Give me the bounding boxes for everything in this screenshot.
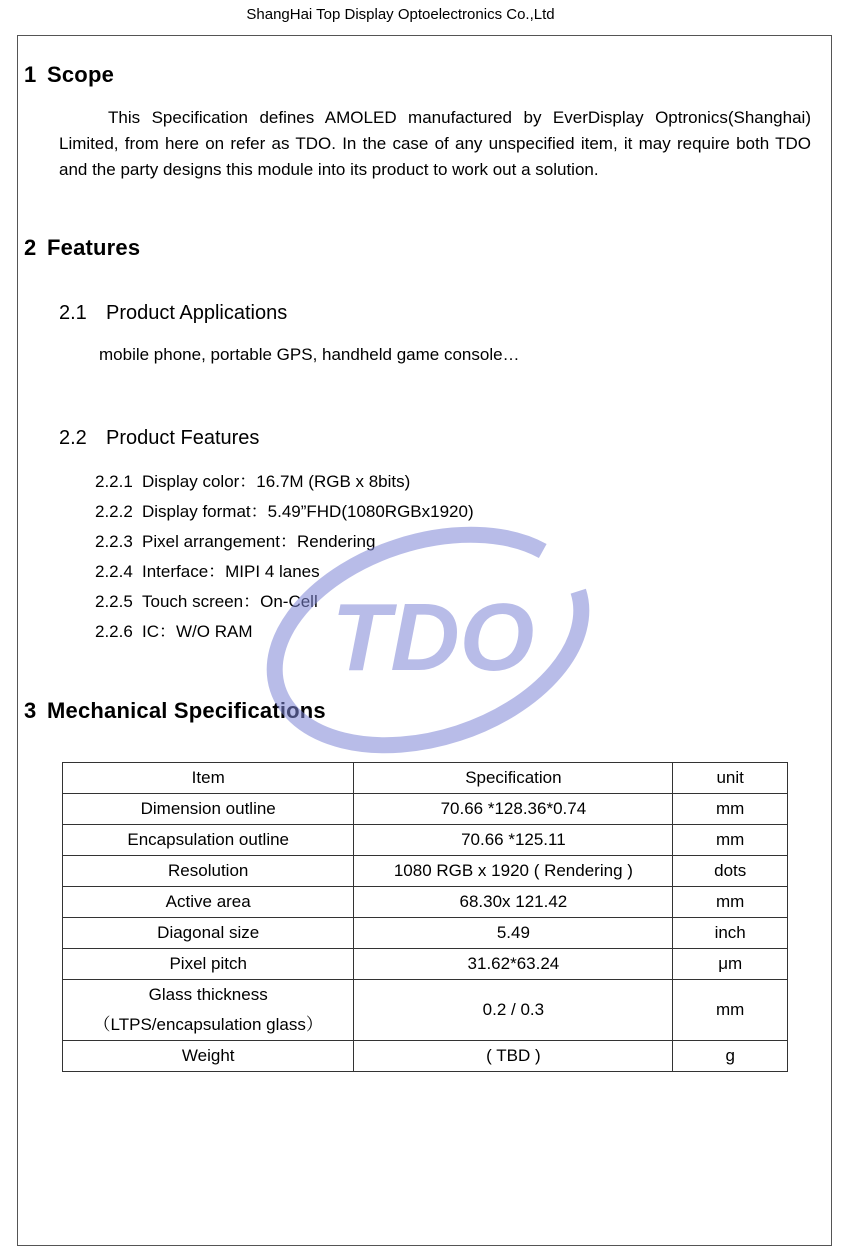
feature-number: 2.2.1 bbox=[95, 472, 133, 491]
subsection-heading-applications bbox=[59, 302, 287, 325]
subsection-heading-product-features bbox=[59, 427, 259, 450]
feature-item bbox=[95, 557, 474, 587]
table-row bbox=[63, 887, 788, 918]
table-row bbox=[63, 949, 788, 980]
scope-paragraph: This Specification defines AMOLED manufactured by EverDisplay Optronics(Shanghai) Limited, from here on refer as TDO. In the case of any unspecified item, it may require both TDO and the party designs this module into its product to work out a solution. bbox=[59, 108, 811, 179]
feature-number: 2.2.5 bbox=[95, 592, 133, 611]
cell-item-line1: Glass thickness bbox=[148, 985, 268, 1004]
cell-item: Diagonal size bbox=[63, 918, 354, 949]
cell-spec: 31.62*63.24 bbox=[354, 949, 673, 980]
cell-spec: 70.66 *128.36*0.74 bbox=[354, 794, 673, 825]
table-row bbox=[63, 794, 788, 825]
cell-item-line2: （LTPS/encapsulation glass） bbox=[93, 1015, 323, 1034]
column-header-specification: Specification bbox=[354, 763, 673, 794]
feature-text: Interface：MIPI 4 lanes bbox=[142, 562, 320, 581]
table-row bbox=[63, 825, 788, 856]
subsection-title: Product Applications bbox=[106, 302, 288, 324]
feature-text: Display format：5.49”FHD(1080RGBx1920) bbox=[142, 502, 474, 521]
cell-unit: mm bbox=[673, 825, 788, 856]
cell-item bbox=[63, 980, 354, 1041]
feature-number: 2.2.3 bbox=[95, 532, 133, 551]
cell-spec: 5.49 bbox=[354, 918, 673, 949]
subsection-number: 2.2 bbox=[59, 427, 87, 449]
subsection-title: Product Features bbox=[106, 427, 260, 449]
feature-number: 2.2.6 bbox=[95, 622, 133, 641]
feature-item bbox=[95, 497, 474, 527]
watermark-text: TDO bbox=[331, 584, 535, 691]
table-header-row bbox=[63, 763, 788, 794]
section-heading-features bbox=[24, 235, 140, 261]
cell-unit: inch bbox=[673, 918, 788, 949]
cell-unit: g bbox=[673, 1041, 788, 1072]
cell-spec: 1080 RGB x 1920 ( Rendering ) bbox=[354, 856, 673, 887]
cell-unit: μm bbox=[673, 949, 788, 980]
cell-item: Resolution bbox=[63, 856, 354, 887]
table-row bbox=[63, 1041, 788, 1072]
feature-item bbox=[95, 617, 474, 647]
applications-text: mobile phone, portable GPS, handheld game console… bbox=[99, 345, 520, 364]
cell-spec: 68.30x 121.42 bbox=[354, 887, 673, 918]
section-title: Scope bbox=[47, 62, 115, 87]
section-heading-mechanical bbox=[24, 698, 326, 724]
mechanical-spec-table bbox=[62, 762, 788, 1072]
section-number: 2 bbox=[24, 235, 37, 260]
cell-item: Active area bbox=[63, 887, 354, 918]
table-row bbox=[63, 856, 788, 887]
cell-spec: ( TBD ) bbox=[354, 1041, 673, 1072]
section-title: Mechanical Specifications bbox=[47, 698, 326, 723]
feature-item bbox=[95, 527, 474, 557]
feature-text: Pixel arrangement：Rendering bbox=[142, 532, 376, 551]
cell-unit: dots bbox=[673, 856, 788, 887]
feature-item bbox=[95, 587, 474, 617]
table-row bbox=[63, 980, 788, 1041]
feature-text: IC：W/O RAM bbox=[142, 622, 253, 641]
page-header: ShangHai Top Display Optoelectronics Co.,Ltd bbox=[246, 6, 555, 23]
feature-list bbox=[95, 467, 474, 647]
feature-text: Display color：16.7M (RGB x 8bits) bbox=[142, 472, 411, 491]
table-row bbox=[63, 918, 788, 949]
feature-text: Touch screen：On-Cell bbox=[142, 592, 318, 611]
section-number: 3 bbox=[24, 698, 37, 723]
section-number: 1 bbox=[24, 62, 37, 87]
feature-number: 2.2.2 bbox=[95, 502, 133, 521]
column-header-item: Item bbox=[63, 763, 354, 794]
cell-item: Encapsulation outline bbox=[63, 825, 354, 856]
section-heading-scope bbox=[24, 62, 114, 88]
subsection-number: 2.1 bbox=[59, 302, 87, 324]
cell-item: Dimension outline bbox=[63, 794, 354, 825]
cell-spec: 0.2 / 0.3 bbox=[354, 980, 673, 1041]
column-header-unit: unit bbox=[673, 763, 788, 794]
cell-spec: 70.66 *125.11 bbox=[354, 825, 673, 856]
cell-item: Weight bbox=[63, 1041, 354, 1072]
cell-unit: mm bbox=[673, 887, 788, 918]
section-title: Features bbox=[47, 235, 141, 260]
cell-unit: mm bbox=[673, 794, 788, 825]
feature-item bbox=[95, 467, 474, 497]
feature-number: 2.2.4 bbox=[95, 562, 133, 581]
cell-item: Pixel pitch bbox=[63, 949, 354, 980]
cell-unit: mm bbox=[673, 980, 788, 1041]
